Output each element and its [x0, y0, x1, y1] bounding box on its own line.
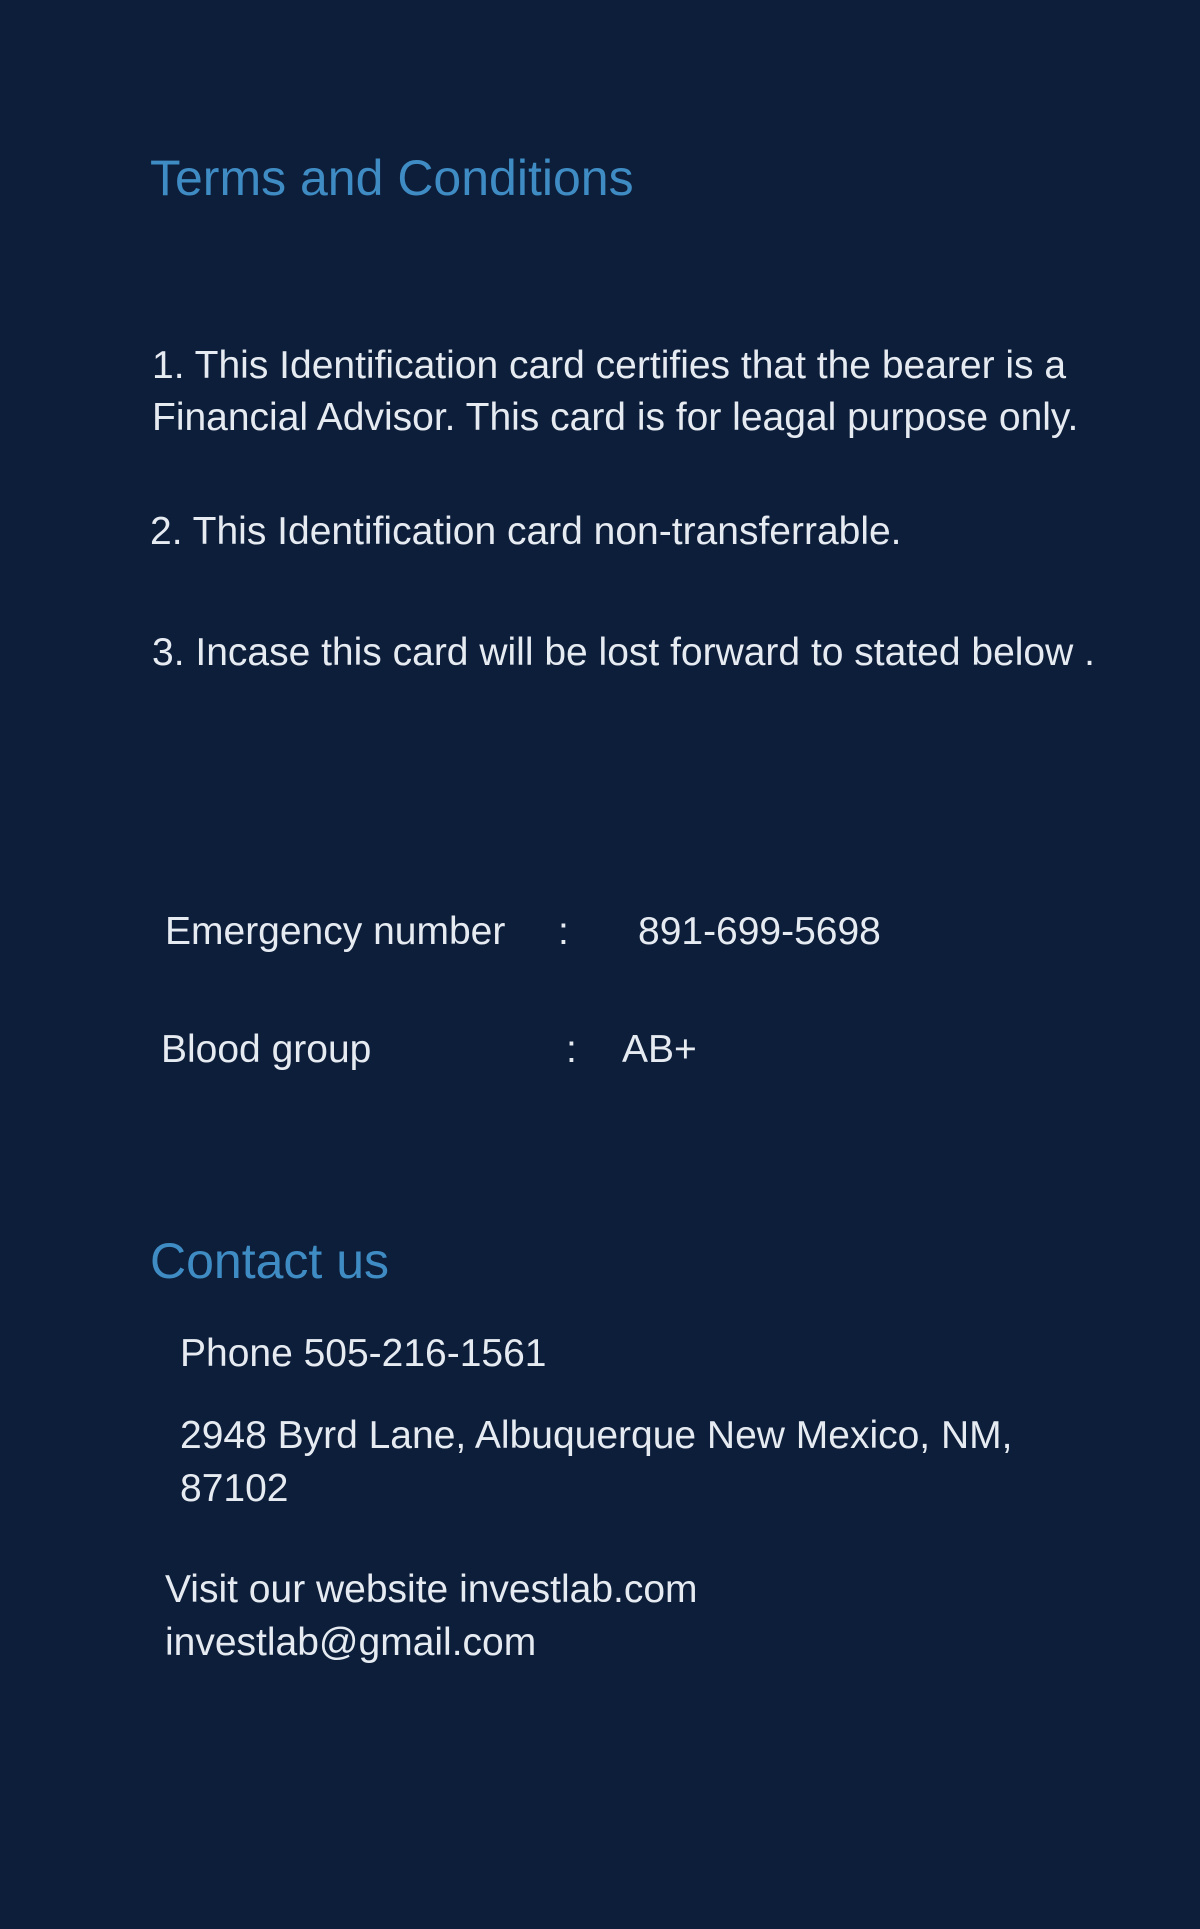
emergency-number-label: Emergency number — [165, 910, 506, 953]
terms-heading: Terms and Conditions — [150, 150, 634, 206]
emergency-number-value: 891-699-5698 — [638, 910, 881, 953]
contact-address-line-2: 87102 — [180, 1467, 289, 1510]
term-1-line-1: 1. This Identification card certifies that the bearer is a — [152, 344, 1067, 387]
blood-group-value: AB+ — [622, 1028, 697, 1071]
term-3: 3. Incase this card will be lost forward to stated below . — [152, 631, 1095, 674]
term-1-line-2: Financial Advisor. This card is for leagal purpose only. — [152, 396, 1079, 439]
contact-phone: Phone 505-216-1561 — [180, 1332, 547, 1375]
emergency-number-separator: : — [558, 910, 569, 953]
contact-email: investlab@gmail.com — [165, 1621, 537, 1664]
term-2: 2. This Identification card non-transferrable. — [150, 510, 902, 553]
contact-heading: Contact us — [150, 1233, 390, 1289]
contact-website: Visit our website investlab.com — [165, 1568, 698, 1611]
blood-group-label: Blood group — [161, 1028, 372, 1071]
blood-group-separator: : — [566, 1028, 577, 1071]
contact-address-line-1: 2948 Byrd Lane, Albuquerque New Mexico, NM, — [180, 1414, 1013, 1457]
